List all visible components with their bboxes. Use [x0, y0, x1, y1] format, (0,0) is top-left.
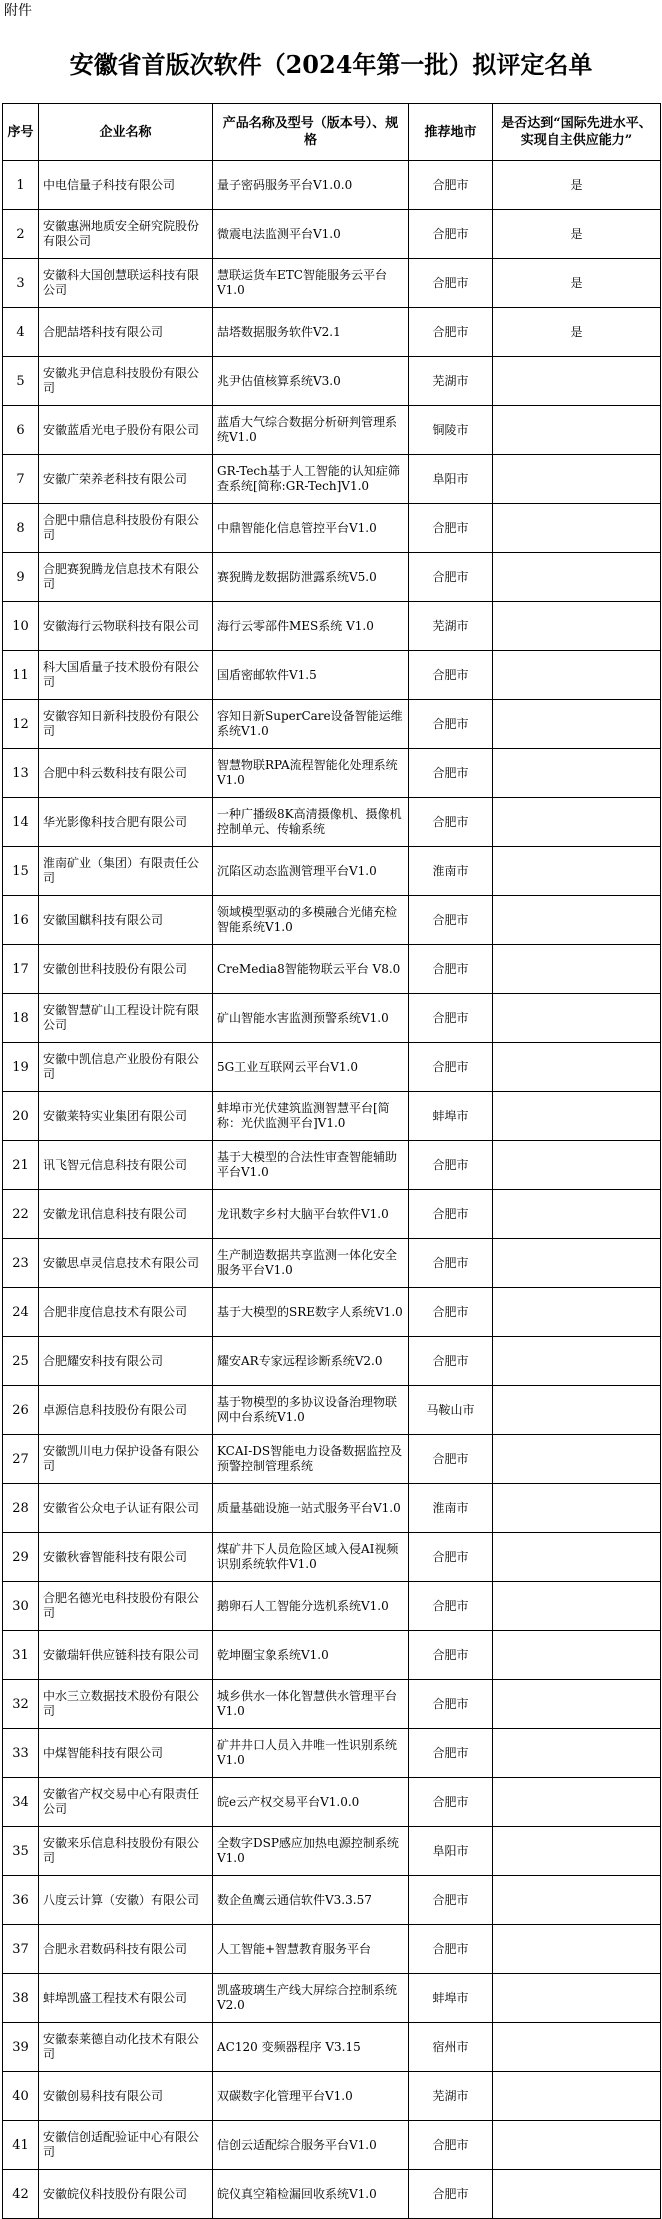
- product-name: 赛猊腾龙数据防泄露系统V5.0: [213, 553, 409, 602]
- company-name: 安徽省公众电子认证有限公司: [39, 1484, 213, 1533]
- recommend-city: 合肥市: [409, 2170, 493, 2219]
- product-name: 生产制造数据共享监测一体化安全服务平台V1.0: [213, 1239, 409, 1288]
- product-name: 5G工业互联网云平台V1.0: [213, 1043, 409, 1092]
- recommend-city: 蚌埠市: [409, 1092, 493, 1141]
- row-index: 27: [3, 1435, 39, 1484]
- product-name: 数企鱼鹰云通信软件V3.3.57: [213, 1876, 409, 1925]
- row-index: 40: [3, 2072, 39, 2121]
- table-row: [3, 1239, 661, 1288]
- product-name: 一种广播级8K高清摄像机、摄像机控制单元、传输系统: [213, 798, 409, 847]
- recommend-city: 宿州市: [409, 2023, 493, 2072]
- recommend-city: 合肥市: [409, 798, 493, 847]
- company-name: 安徽凯川电力保护设备有限公司: [39, 1435, 213, 1484]
- recommend-city: 铜陵市: [409, 406, 493, 455]
- recommend-city: 合肥市: [409, 308, 493, 357]
- recommend-city: 合肥市: [409, 2121, 493, 2170]
- company-name: 安徽创易科技有限公司: [39, 2072, 213, 2121]
- table-row: [3, 1631, 661, 1680]
- international-level: [493, 1386, 661, 1435]
- table-row: [3, 2023, 661, 2072]
- evaluation-list-table: [2, 103, 661, 2219]
- table-row: [3, 1582, 661, 1631]
- product-name: 皖e云产权交易平台V1.0.0: [213, 1778, 409, 1827]
- table-row: [3, 700, 661, 749]
- row-index: 14: [3, 798, 39, 847]
- international-level: [493, 798, 661, 847]
- page-title: 安徽省首版次软件（2024年第一批）拟评定名单: [69, 50, 593, 79]
- company-name: 合肥中鼎信息科技股份有限公司: [39, 504, 213, 553]
- table-row: [3, 1190, 661, 1239]
- recommend-city: 合肥市: [409, 1239, 493, 1288]
- product-name: 领域模型驱动的多模融合光储充检智能系统V1.0: [213, 896, 409, 945]
- international-level: [493, 1043, 661, 1092]
- table-row: [3, 749, 661, 798]
- table-row: [3, 798, 661, 847]
- recommend-city: 合肥市: [409, 700, 493, 749]
- recommend-city: 合肥市: [409, 1435, 493, 1484]
- product-name: 基于物模型的多协议设备治理物联网中台系统V1.0: [213, 1386, 409, 1435]
- row-index: 19: [3, 1043, 39, 1092]
- table-row: [3, 1288, 661, 1337]
- product-name: 凯盛玻璃生产线大屏综合控制系统V2.0: [213, 1974, 409, 2023]
- company-name: 合肥非度信息技术有限公司: [39, 1288, 213, 1337]
- international-level: [493, 1288, 661, 1337]
- recommend-city: 淮南市: [409, 1484, 493, 1533]
- product-name: 全数字DSP感应加热电源控制系统V1.0: [213, 1827, 409, 1876]
- international-level: 是: [493, 161, 661, 210]
- international-level: [493, 651, 661, 700]
- international-level: [493, 406, 661, 455]
- international-level: [493, 847, 661, 896]
- recommend-city: 合肥市: [409, 749, 493, 798]
- row-index: 16: [3, 896, 39, 945]
- table-row: [3, 1043, 661, 1092]
- company-name: 安徽智慧矿山工程设计院有限公司: [39, 994, 213, 1043]
- table-row: [3, 1729, 661, 1778]
- international-level: [493, 504, 661, 553]
- company-name: 合肥名德光电科技股份有限公司: [39, 1582, 213, 1631]
- recommend-city: 合肥市: [409, 994, 493, 1043]
- international-level: 是: [493, 210, 661, 259]
- table-row: [3, 259, 661, 308]
- product-name: 城乡供水一体化智慧供水管理平台V1.0: [213, 1680, 409, 1729]
- row-index: 41: [3, 2121, 39, 2170]
- international-level: [493, 896, 661, 945]
- recommend-city: 合肥市: [409, 896, 493, 945]
- international-level: [493, 1337, 661, 1386]
- table-row: [3, 1680, 661, 1729]
- international-level: [493, 1925, 661, 1974]
- recommend-city: 合肥市: [409, 504, 493, 553]
- company-name: 合肥喆塔科技有限公司: [39, 308, 213, 357]
- row-index: 22: [3, 1190, 39, 1239]
- row-index: 23: [3, 1239, 39, 1288]
- recommend-city: 淮南市: [409, 847, 493, 896]
- table-row: [3, 406, 661, 455]
- company-name: 安徽泰莱德自动化技术有限公司: [39, 2023, 213, 2072]
- recommend-city: 合肥市: [409, 1288, 493, 1337]
- recommend-city: 合肥市: [409, 945, 493, 994]
- company-name: 安徽皖仪科技股份有限公司: [39, 2170, 213, 2219]
- company-name: 中水三立数据技术股份有限公司: [39, 1680, 213, 1729]
- product-name: 微震电法监测平台V1.0: [213, 210, 409, 259]
- product-name: 量子密码服务平台V1.0.0: [213, 161, 409, 210]
- international-level: [493, 1533, 661, 1582]
- header-product-name: 产品名称及型号（版本号）、规格: [213, 104, 409, 161]
- company-name: 安徽国麒科技有限公司: [39, 896, 213, 945]
- product-name: AC120 变频器程序 V3.15: [213, 2023, 409, 2072]
- table-body: [3, 161, 661, 2219]
- recommend-city: 阜阳市: [409, 1827, 493, 1876]
- product-name: 国盾密邮软件V1.5: [213, 651, 409, 700]
- table-row: [3, 455, 661, 504]
- row-index: 26: [3, 1386, 39, 1435]
- header-international-level: 是否达到“国际先进水平、实现自主供应能力”: [493, 104, 661, 161]
- product-name: 矿井井口人员入井唯一性识别系统V1.0: [213, 1729, 409, 1778]
- row-index: 2: [3, 210, 39, 259]
- company-name: 蚌埠凯盛工程技术有限公司: [39, 1974, 213, 2023]
- company-name: 安徽思卓灵信息技术有限公司: [39, 1239, 213, 1288]
- table-row: [3, 1876, 661, 1925]
- row-index: 38: [3, 1974, 39, 2023]
- table-row: [3, 1925, 661, 1974]
- table-row: [3, 994, 661, 1043]
- product-name: CreMedia8智能物联云平台 V8.0: [213, 945, 409, 994]
- recommend-city: 合肥市: [409, 161, 493, 210]
- company-name: 安徽海行云物联科技有限公司: [39, 602, 213, 651]
- international-level: 是: [493, 259, 661, 308]
- international-level: [493, 357, 661, 406]
- table-row: [3, 847, 661, 896]
- product-name: 蚌埠市光伏建筑监测智慧平台[简称：光伏监测平台]V1.0: [213, 1092, 409, 1141]
- company-name: 安徽科大国创慧联运科技有限公司: [39, 259, 213, 308]
- international-level: [493, 1631, 661, 1680]
- international-level: [493, 1582, 661, 1631]
- recommend-city: 合肥市: [409, 1533, 493, 1582]
- table-row: [3, 1778, 661, 1827]
- recommend-city: 合肥市: [409, 1043, 493, 1092]
- international-level: [493, 1974, 661, 2023]
- international-level: [493, 1092, 661, 1141]
- table-row: [3, 308, 661, 357]
- recommend-city: 合肥市: [409, 1141, 493, 1190]
- attachment-label: 附件: [4, 3, 32, 19]
- company-name: 合肥耀安科技有限公司: [39, 1337, 213, 1386]
- company-name: 科大国盾量子技术股份有限公司: [39, 651, 213, 700]
- row-index: 32: [3, 1680, 39, 1729]
- product-name: 皖仪真空箱检漏回收系统V1.0: [213, 2170, 409, 2219]
- product-name: 蓝盾大气综合数据分析研判管理系统V1.0: [213, 406, 409, 455]
- international-level: [493, 1729, 661, 1778]
- international-level: [493, 1827, 661, 1876]
- row-index: 31: [3, 1631, 39, 1680]
- table-row: [3, 896, 661, 945]
- table-row: [3, 945, 661, 994]
- row-index: 10: [3, 602, 39, 651]
- table-row: [3, 357, 661, 406]
- international-level: [493, 2170, 661, 2219]
- company-name: 安徽秋睿智能科技有限公司: [39, 1533, 213, 1582]
- row-index: 24: [3, 1288, 39, 1337]
- table-row: [3, 602, 661, 651]
- row-index: 30: [3, 1582, 39, 1631]
- international-level: [493, 1435, 661, 1484]
- company-name: 安徽省产权交易中心有限责任公司: [39, 1778, 213, 1827]
- row-index: 36: [3, 1876, 39, 1925]
- table-row: [3, 2121, 661, 2170]
- row-index: 42: [3, 2170, 39, 2219]
- table-header-row: [3, 104, 661, 161]
- row-index: 17: [3, 945, 39, 994]
- product-name: 海行云零部件MES系统 V1.0: [213, 602, 409, 651]
- recommend-city: 合肥市: [409, 1729, 493, 1778]
- table-row: [3, 1974, 661, 2023]
- product-name: 信创云适配综合服务平台V1.0: [213, 2121, 409, 2170]
- company-name: 华光影像科技合肥有限公司: [39, 798, 213, 847]
- row-index: 7: [3, 455, 39, 504]
- recommend-city: 芜湖市: [409, 357, 493, 406]
- company-name: 安徽蓝盾光电子股份有限公司: [39, 406, 213, 455]
- international-level: [493, 1484, 661, 1533]
- row-index: 8: [3, 504, 39, 553]
- row-index: 12: [3, 700, 39, 749]
- company-name: 中煤智能科技有限公司: [39, 1729, 213, 1778]
- table-row: [3, 1435, 661, 1484]
- product-name: 兆尹估值核算系统V3.0: [213, 357, 409, 406]
- company-name: 讯飞智元信息科技有限公司: [39, 1141, 213, 1190]
- table-row: [3, 161, 661, 210]
- product-name: 基于大模型的SRE数字人系统V1.0: [213, 1288, 409, 1337]
- row-index: 4: [3, 308, 39, 357]
- row-index: 1: [3, 161, 39, 210]
- row-index: 29: [3, 1533, 39, 1582]
- recommend-city: 蚌埠市: [409, 1974, 493, 2023]
- product-name: KCAI-DS智能电力设备数据监控及预警控制管理系统: [213, 1435, 409, 1484]
- row-index: 28: [3, 1484, 39, 1533]
- international-level: [493, 602, 661, 651]
- row-index: 20: [3, 1092, 39, 1141]
- company-name: 安徽龙讯信息科技有限公司: [39, 1190, 213, 1239]
- company-name: 安徽广荣养老科技有限公司: [39, 455, 213, 504]
- company-name: 卓源信息科技股份有限公司: [39, 1386, 213, 1435]
- international-level: [493, 749, 661, 798]
- international-level: [493, 945, 661, 994]
- row-index: 5: [3, 357, 39, 406]
- table-row: [3, 504, 661, 553]
- recommend-city: 芜湖市: [409, 2072, 493, 2121]
- international-level: [493, 1876, 661, 1925]
- row-index: 9: [3, 553, 39, 602]
- recommend-city: 合肥市: [409, 1778, 493, 1827]
- company-name: 安徽瑞轩供应链科技有限公司: [39, 1631, 213, 1680]
- international-level: [493, 1190, 661, 1239]
- product-name: 基于大模型的合法性审查智能辅助平台V1.0: [213, 1141, 409, 1190]
- header-company-name: 企业名称: [39, 104, 213, 161]
- table-row: [3, 553, 661, 602]
- row-index: 25: [3, 1337, 39, 1386]
- international-level: [493, 2121, 661, 2170]
- company-name: 安徽中凯信息产业股份有限公司: [39, 1043, 213, 1092]
- company-name: 安徽信创适配验证中心有限公司: [39, 2121, 213, 2170]
- recommend-city: 合肥市: [409, 259, 493, 308]
- table-row: [3, 1533, 661, 1582]
- table-row: [3, 210, 661, 259]
- recommend-city: 合肥市: [409, 1925, 493, 1974]
- international-level: [493, 994, 661, 1043]
- company-name: 合肥中科云数科技有限公司: [39, 749, 213, 798]
- international-level: 是: [493, 308, 661, 357]
- table-row: [3, 1141, 661, 1190]
- company-name: 安徽莱特实业集团有限公司: [39, 1092, 213, 1141]
- company-name: 安徽惠洲地质安全研究院股份有限公司: [39, 210, 213, 259]
- company-name: 中电信量子科技有限公司: [39, 161, 213, 210]
- row-index: 15: [3, 847, 39, 896]
- international-level: [493, 1778, 661, 1827]
- company-name: 安徽兆尹信息科技股份有限公司: [39, 357, 213, 406]
- recommend-city: 合肥市: [409, 1876, 493, 1925]
- product-name: 鹅卵石人工智能分选机系统V1.0: [213, 1582, 409, 1631]
- product-name: 喆塔数据服务软件V2.1: [213, 308, 409, 357]
- recommend-city: 合肥市: [409, 1680, 493, 1729]
- product-name: 沉陷区动态监测管理平台V1.0: [213, 847, 409, 896]
- row-index: 6: [3, 406, 39, 455]
- recommend-city: 合肥市: [409, 1190, 493, 1239]
- row-index: 34: [3, 1778, 39, 1827]
- company-name: 安徽来乐信息科技股份有限公司: [39, 1827, 213, 1876]
- company-name: 安徽创世科技股份有限公司: [39, 945, 213, 994]
- table-row: [3, 1337, 661, 1386]
- row-index: 13: [3, 749, 39, 798]
- product-name: 慧联运货车ETC智能服务云平台V1.0: [213, 259, 409, 308]
- international-level: [493, 455, 661, 504]
- international-level: [493, 1680, 661, 1729]
- table-row: [3, 651, 661, 700]
- product-name: 煤矿井下人员危险区域入侵AI视频识别系统软件V1.0: [213, 1533, 409, 1582]
- product-name: 质量基础设施一站式服务平台V1.0: [213, 1484, 409, 1533]
- product-name: 中鼎智能化信息管控平台V1.0: [213, 504, 409, 553]
- row-index: 11: [3, 651, 39, 700]
- product-name: 龙讯数字乡村大脑平台软件V1.0: [213, 1190, 409, 1239]
- recommend-city: 合肥市: [409, 1631, 493, 1680]
- company-name: 安徽容知日新科技股份有限公司: [39, 700, 213, 749]
- international-level: [493, 553, 661, 602]
- international-level: [493, 1239, 661, 1288]
- recommend-city: 合肥市: [409, 553, 493, 602]
- product-name: 人工智能+智慧教育服务平台: [213, 1925, 409, 1974]
- recommend-city: 马鞍山市: [409, 1386, 493, 1435]
- product-name: 矿山智能水害监测预警系统V1.0: [213, 994, 409, 1043]
- company-name: 八度云计算（安徽）有限公司: [39, 1876, 213, 1925]
- row-index: 33: [3, 1729, 39, 1778]
- recommend-city: 合肥市: [409, 651, 493, 700]
- row-index: 39: [3, 2023, 39, 2072]
- recommend-city: 芜湖市: [409, 602, 493, 651]
- product-name: 容知日新SuperCare设备智能运维系统V1.0: [213, 700, 409, 749]
- table-row: [3, 2170, 661, 2219]
- table-row: [3, 1484, 661, 1533]
- product-name: 乾坤圈宝象系统V1.0: [213, 1631, 409, 1680]
- table-row: [3, 1092, 661, 1141]
- international-level: [493, 2023, 661, 2072]
- international-level: [493, 700, 661, 749]
- company-name: 淮南矿业（集团）有限责任公司: [39, 847, 213, 896]
- table-row: [3, 1386, 661, 1435]
- recommend-city: 阜阳市: [409, 455, 493, 504]
- header-index: 序号: [3, 104, 39, 161]
- product-name: 双碳数字化管理平台V1.0: [213, 2072, 409, 2121]
- table-row: [3, 1827, 661, 1876]
- company-name: 合肥赛猊腾龙信息技术有限公司: [39, 553, 213, 602]
- table-row: [3, 2072, 661, 2121]
- row-index: 35: [3, 1827, 39, 1876]
- international-level: [493, 1141, 661, 1190]
- row-index: 37: [3, 1925, 39, 1974]
- product-name: 耀安AR专家远程诊断系统V2.0: [213, 1337, 409, 1386]
- header-city: 推荐地市: [409, 104, 493, 161]
- product-name: 智慧物联RPA流程智能化处理系统V1.0: [213, 749, 409, 798]
- company-name: 合肥永君数码科技有限公司: [39, 1925, 213, 1974]
- recommend-city: 合肥市: [409, 1582, 493, 1631]
- international-level: [493, 2072, 661, 2121]
- recommend-city: 合肥市: [409, 210, 493, 259]
- row-index: 3: [3, 259, 39, 308]
- row-index: 18: [3, 994, 39, 1043]
- recommend-city: 合肥市: [409, 1337, 493, 1386]
- row-index: 21: [3, 1141, 39, 1190]
- product-name: GR-Tech基于人工智能的认知症筛查系统[简称:GR-Tech]V1.0: [213, 455, 409, 504]
